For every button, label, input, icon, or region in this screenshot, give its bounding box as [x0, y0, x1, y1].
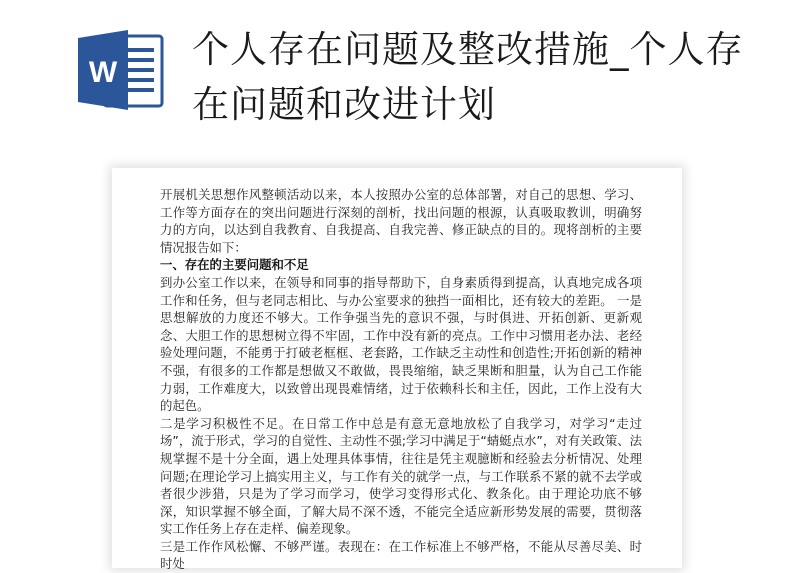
body-paragraph-3: 三是工作作风松懈、不够严谨。表现在：在工作标准上不够严格，不能从尽善尽美、时时处: [160, 538, 642, 572]
page-title: 个人存在问题及整改措施_个人存在问题和改进计划: [192, 28, 744, 126]
word-logo-letter: W: [88, 56, 118, 89]
body-paragraph-1: 到办公室工作以来，在领导和同事的指导帮助下，自身素质得到提高，认真地完成各项工作和任务，但与老同志相比、与办公室要求的独挡一面相比，还有较大的差距。 一是思想解放的力度还不够大。工作争强当先的意识不强，与时俱进、开拓创新、更新观念、大胆工作的思想树立得不牢固，工作中没有新的亮点。工作中习惯用老办法、老经验处理问题，不能勇于打破老框框、老套路，工作缺乏主动性和创造性;开拓创新的精神不强，有很多的工作都是想做又不敢做，畏畏缩缩，缺乏果断和胆量，认为自己工作能力弱，工作难度大，以致曾出现畏难情绪，过于依赖科长和主任，因此，工作上没有大的起色。: [160, 274, 642, 414]
page-header: [0, 0, 800, 150]
word-document-icon: [74, 28, 166, 112]
section-heading: 一、存在的主要问题和不足: [160, 257, 309, 273]
intro-paragraph: 开展机关思想作风整顿活动以来，本人按照办公室的总体部署，对自己的思想、学习、工作等方面存在的突出问题进行深刻的剖析，找出问题的根源，认真吸取教训，明确努力的方向，以达到自我教育、自我提高、自我完善、修正缺点的目的。现将剖析的主要情况报告如下：: [160, 187, 642, 255]
body-paragraph-2: 二是学习积极性不足。在日常工作中总是有意无意地放松了自我学习，对学习“走过场”，流于形式，学习的自觉性、主动性不强;学习中满足于“蜻蜓点水”，对有关政策、法规掌握不是十分全面，遇上处理具体事情，往往是凭主观臆断和经验去分析情况、处理问题;在理论学习上搞实用主义，与工作有关的就学一点，与工作联系不紧的就不去学或者很少涉猎，只是为了学习而学习，使学习变得形式化、教条化。由于理论功底不够深，知识掌握不够全面，了解大局不深不透，不能完全适应新形势发展的需要，贯彻落实工作任务上存在走样、偏差现象。: [160, 415, 642, 537]
document-page: [112, 168, 682, 572]
document-body: [160, 186, 642, 573]
